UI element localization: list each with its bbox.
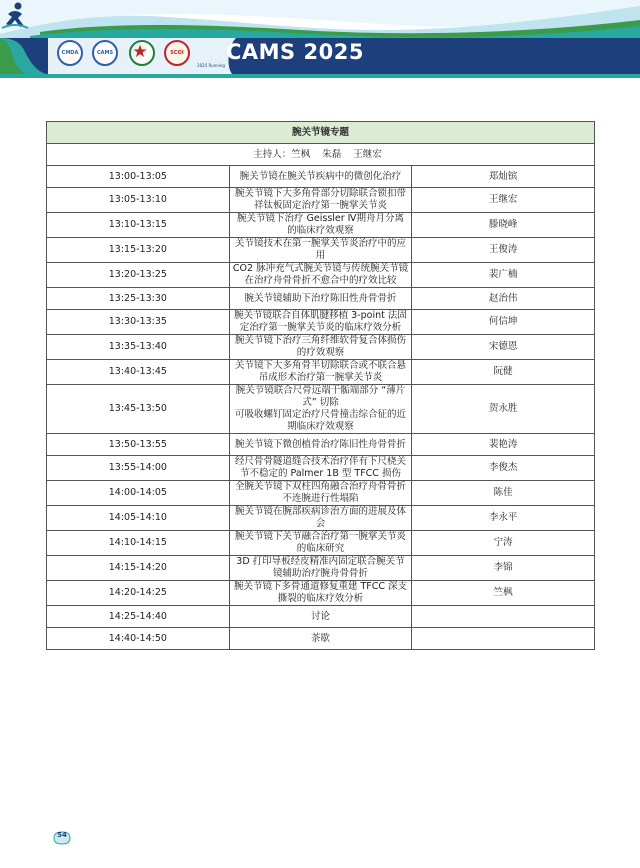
header-banner (0, 0, 640, 95)
table-row (47, 556, 595, 581)
table-row (47, 213, 595, 238)
topic-cell: 全腕关节镜下双柱四角融合治疗舟骨骨折不连腕进行性塌陷 (229, 481, 412, 506)
speaker-cell: 滕晓峰 (412, 213, 595, 238)
topic-cell: 腕关节镜辅助下治疗陈旧性舟骨骨折 (229, 288, 412, 310)
time-cell: 14:25-14:40 (47, 606, 230, 628)
table-row (47, 166, 595, 188)
page-number: 54 (57, 831, 67, 839)
table-row (47, 481, 595, 506)
speaker-cell: 陈佳 (412, 481, 595, 506)
table-row (47, 310, 595, 335)
speaker-cell: 王俊涛 (412, 238, 595, 263)
cmda-logo: CMDA (57, 40, 83, 66)
table-row (47, 606, 595, 628)
running-event-caption: 2025 Running (197, 63, 225, 68)
table-row (47, 335, 595, 360)
time-cell: 13:15-13:20 (47, 238, 230, 263)
speaker-cell: 裴广楠 (412, 263, 595, 288)
time-cell: 13:10-13:15 (47, 213, 230, 238)
time-cell: 14:20-14:25 (47, 581, 230, 606)
speaker-cell: 阮健 (412, 360, 595, 385)
table-row (47, 188, 595, 213)
time-cell: 14:10-14:15 (47, 531, 230, 556)
schedule-table (46, 121, 595, 650)
time-cell: 13:50-13:55 (47, 434, 230, 456)
cams-logo: CAMS (92, 40, 118, 66)
topic-cell: 腕关节镜在腕关节疾病中的微创化治疗 (229, 166, 412, 188)
table-row (47, 263, 595, 288)
table-row (47, 456, 595, 481)
topic-cell: 腕关节镜下治疗三角纤维软骨复合体损伤的疗效观察 (229, 335, 412, 360)
time-cell: 14:00-14:05 (47, 481, 230, 506)
speaker-cell: 郑灿镔 (412, 166, 595, 188)
time-cell: 14:05-14:10 (47, 506, 230, 531)
speaker-cell (412, 606, 595, 628)
speaker-cell: 竺枫 (412, 581, 595, 606)
speaker-cell: 李锦 (412, 556, 595, 581)
speaker-cell (412, 628, 595, 650)
speaker-cell: 贺永胜 (412, 385, 595, 434)
topic-cell: 关节镜下大多角骨半切除联合或不联合悬吊成形术治疗第一腕掌关节炎 (229, 360, 412, 385)
session-title-row (47, 122, 595, 144)
topic-cell: 腕关节镜下大多角骨部分切除联合锁扣带祥钛板固定治疗第一腕掌关节炎 (229, 188, 412, 213)
topic-cell: 腕关节镜在腕部疾病诊治方面的进展及体会 (229, 506, 412, 531)
speaker-cell: 王继宏 (412, 188, 595, 213)
table-row (47, 531, 595, 556)
host-name: 王继宏 (353, 148, 382, 160)
table-row (47, 628, 595, 650)
table-row (47, 238, 595, 263)
topic-cell: 腕关节镜下微创植骨治疗陈旧性舟骨骨折 (229, 434, 412, 456)
topic-line: 腕关节镜联合尺骨远端干骺端部分 “薄片式” 切除 (235, 385, 406, 408)
topic-cell: 腕关节镜下多骨通道修复重建 TFCC 深支撕裂的临床疗效分析 (229, 581, 412, 606)
time-cell: 13:20-13:25 (47, 263, 230, 288)
speaker-cell: 李俊杰 (412, 456, 595, 481)
topic-cell: 腕关节镜下治疗 Geissler Ⅳ期舟月分离的临床疗效观察 (229, 213, 412, 238)
time-cell: 13:45-13:50 (47, 385, 230, 434)
speaker-cell: 赵治伟 (412, 288, 595, 310)
topic-cell: 关节镜技术在第一腕掌关节炎治疗中的应用 (229, 238, 412, 263)
table-row (47, 581, 595, 606)
speaker-cell: 宋德恩 (412, 335, 595, 360)
host-list (47, 144, 595, 166)
table-row (47, 360, 595, 385)
time-cell: 13:25-13:30 (47, 288, 230, 310)
host-name: 朱磊 (322, 148, 342, 160)
topic-cell: 茶歇 (229, 628, 412, 650)
time-cell: 13:00-13:05 (47, 166, 230, 188)
topic-cell: 3D 打印导板经皮精准内固定联合腕关节镜辅助治疗腕舟骨骨折 (229, 556, 412, 581)
topic-cell (229, 385, 412, 434)
speaker-cell: 何信坤 (412, 310, 595, 335)
scoi-logo: SCOI (164, 40, 190, 66)
association-emblem-icon (129, 40, 155, 66)
time-cell: 14:40-14:50 (47, 628, 230, 650)
topic-cell: 腕关节镜下关节融合治疗第一腕掌关节炎的临床研究 (229, 531, 412, 556)
time-cell: 13:30-13:35 (47, 310, 230, 335)
topic-line: 可吸收螺钉固定治疗尺骨撞击综合征的近期临床疗效观察 (234, 409, 406, 432)
time-cell: 13:05-13:10 (47, 188, 230, 213)
table-row (47, 434, 595, 456)
time-cell: 14:15-14:20 (47, 556, 230, 581)
host-row (47, 144, 595, 166)
running-event-icon (0, 0, 30, 32)
table-row (47, 385, 595, 434)
time-cell: 13:40-13:45 (47, 360, 230, 385)
time-cell: 13:55-14:00 (47, 456, 230, 481)
host-label: 主持人： (253, 148, 292, 160)
host-name: 竺枫 (291, 148, 311, 160)
topic-cell: 经尺骨骨隧道缝合技术治疗伴有下尺桡关节不稳定的 Palmer 1B 型 TFCC 损伤 (229, 456, 412, 481)
speaker-cell: 宁涛 (412, 531, 595, 556)
conference-title: CAMS 2025 (226, 40, 364, 64)
table-row (47, 288, 595, 310)
speaker-cell: 裴艳涛 (412, 434, 595, 456)
page-number-badge (52, 830, 72, 844)
topic-cell: CO2 脉冲充气式腕关节镜与传统腕关节镜在治疗舟骨骨折不愈合中的疗效比较 (229, 263, 412, 288)
speaker-cell: 李永平 (412, 506, 595, 531)
table-row (47, 506, 595, 531)
topic-cell: 腕关节镜联合自体肌腱移植 3-point 法固定治疗第一腕掌关节炎的临床疗效分析 (229, 310, 412, 335)
session-title: 腕关节镜专题 (47, 122, 595, 144)
topic-cell: 讨论 (229, 606, 412, 628)
time-cell: 13:35-13:40 (47, 335, 230, 360)
